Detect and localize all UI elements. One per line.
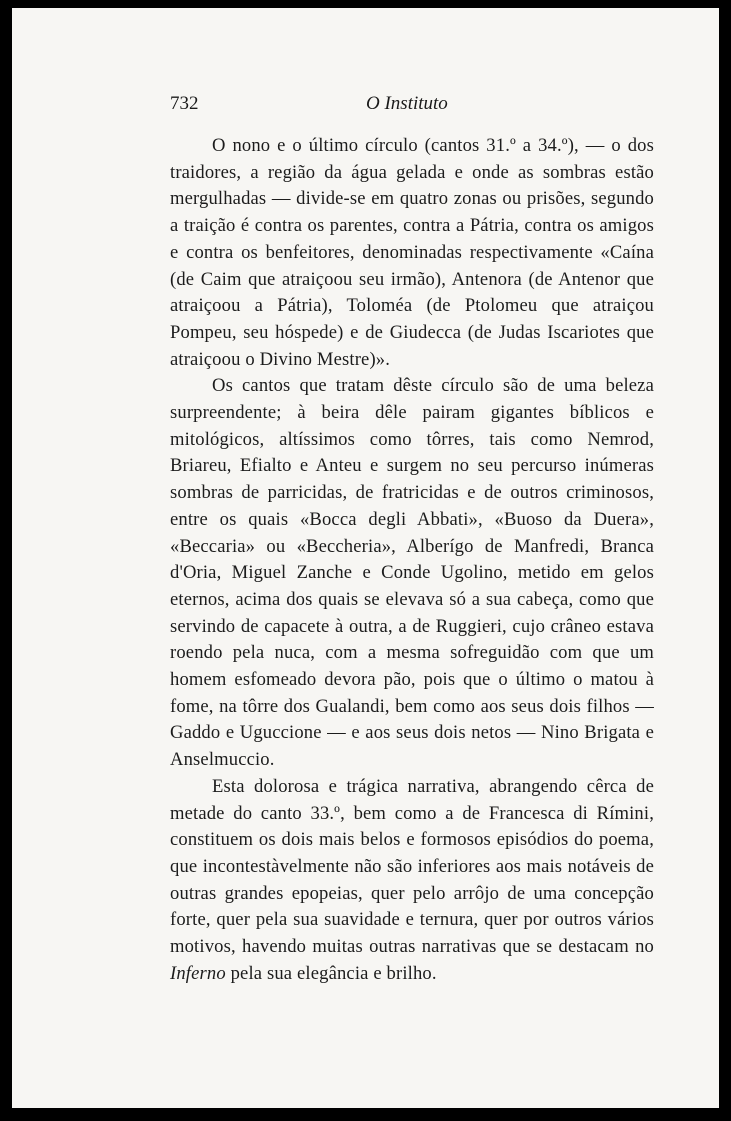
body-text <box>170 133 654 988</box>
paragraph-3-emphasis: Inferno <box>170 962 226 984</box>
page-number: 732 <box>170 93 199 114</box>
frame-line-left <box>10 8 12 1108</box>
document-page <box>10 8 721 1108</box>
paragraph-1: O nono e o último círculo (cantos 31.º a 34.º), — o dos traidores, a região da água gelada e onde as sombras estão mergulhadas — divide-se em quatro zonas ou prisões, segundo a traição é contra os parentes, contra a Pátria, contra os amigos e contra os benfeitores, denominadas respectivamente «Caína (de Caim que atraiçoou seu irmão), Antenora (de Antenor que atraiçoou a Pátria), Toloméa (de Ptolomeu que atraiçou Pompeu, seu hóspede) e de Giudecca (de Judas Iscariotes que atraiçoou o Divino Mestre)». <box>170 135 654 370</box>
paragraph-3 <box>170 774 654 988</box>
paragraph-3-text-before: Esta dolorosa e trágica narrativa, abrangendo cêrca de metade do canto 33.º, bem como a de Francesca di Rímini, constituem os dois mais belos e formosos episódios do poema, que incontestàvelmente não são inferiores aos mais notáveis de outras grandes epopeias, quer pelo arrôjo de uma concepção forte, quer pela sua suavidade e ternura, quer por outros vários motivos, havendo muitas outras narrativas que se destacam no <box>170 775 654 958</box>
page-header <box>170 93 654 121</box>
paragraph-2: Os cantos que tratam dêste círculo são de uma beleza surpreendente; à beira dêle pairam gigantes bíblicos e mitológicos, altíssimos como tôrres, tais como Nemrod, Briareu, Efialto e Anteu e surgem no seu percurso inúmeras sombras de parricidas, de fratricidas e de outros criminosos, entre os quais «Bocca degli Abbati», «Buoso da Duera», «Beccaria» ou «Beccheria», Alberígo de Manfredi, Branca d'Oria, Miguel Zanche e Conde Ugolino, metido em gelos eternos, acima dos quais se elevava só a sua cabeça, como que servindo de capacete à outra, a de Ruggieri, cujo crâneo estava roendo pela nuca, com a mesma sofreguidão com que um homem esfomeado devora pão, pois que o último o matou à fome, na tôrre dos Gualandi, bem como aos seus dois filhos — Gaddo e Uguccione — e aos seus dois netos — Nino Brigata e Anselmuccio. <box>170 375 654 771</box>
paragraph-3-text-after: pela sua elegância e brilho. <box>225 962 437 984</box>
frame-line-right <box>719 8 721 1108</box>
running-title: O Instituto <box>366 93 448 114</box>
